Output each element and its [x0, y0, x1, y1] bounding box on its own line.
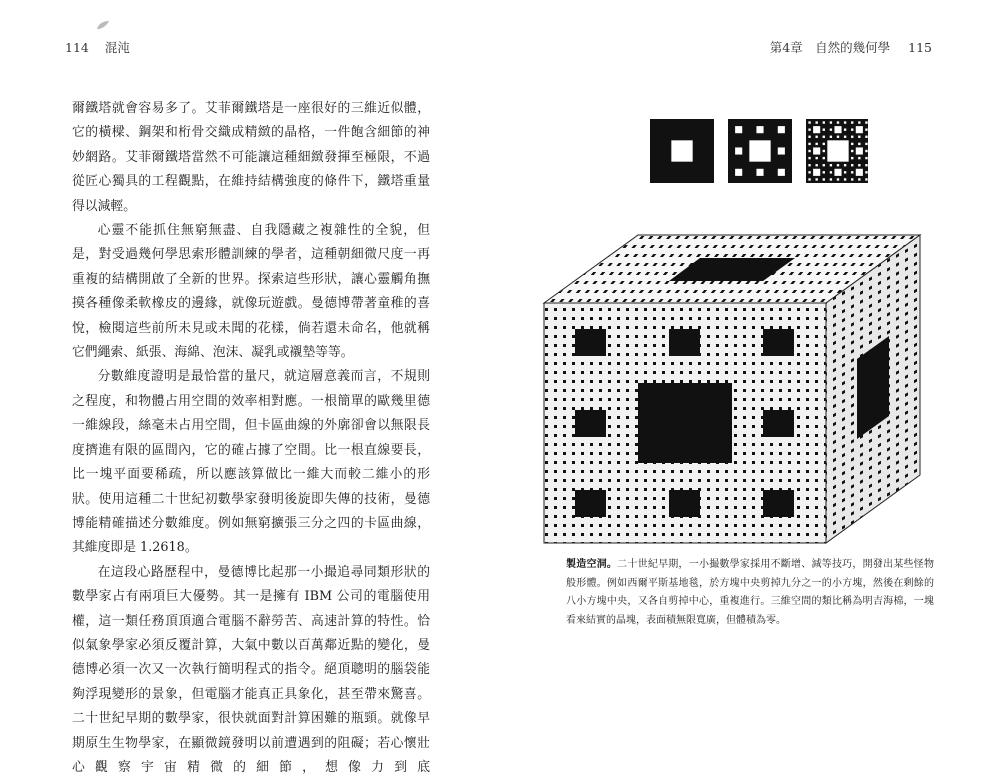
right-page-header [770, 38, 932, 56]
paragraph: 在這段心路歷程中，曼德博比起那一小撮追尋同類形狀的數學家占有兩項巨大優勢。其一是擁有 IBM 公司的電腦使用權，這一類任務頂頂適合電腦不辭勞苦、高速計算的特性。恰似氣象學家必須反覆計算，大氣中數以百萬鄰近點的變化，曼德博必須一次又一次執行簡明程式的指令。絕頂聰明的腦袋能夠浮現變形的景象，但電腦才能真正具象化，甚至帶來驚喜。二十世紀早期的數學家，很快就面對計算困難的瓶頸。就像早期原生生物學家，在顯微鏡發明以前遭遇到的阻礙；若心懷壯心觀察宇宙精微的細節，想像力到底 [72, 564, 430, 775]
caption-title: 製造空洞。 [566, 559, 618, 570]
left-page-number: 114 [65, 40, 89, 55]
figure-caption [566, 556, 934, 630]
caption-body: 二十世紀早期，一小撮數學家採用不斷增、減等技巧，開發出某些怪物般形體。例如西爾平斯基地毯，於方塊中央剪掉九分之一的小方塊，然後在剩餘的八小方塊中央，又各自剪掉中心，重複進行。三維空間的類比稱為明吉海棉，一塊看來結實的晶塊，表面積無限寬廣，但體積為零。 [566, 559, 935, 626]
leaf-ornament-icon [96, 20, 110, 30]
paragraph: 爾鐵塔就會容易多了。艾菲爾鐵塔是一座很好的三維近似體，它的橫樑、鋼架和桁骨交織成精緻的晶格，一件飽含細節的神妙網路。艾菲爾鐵塔當然不可能讓這種細緻發揮至極限，不過從匠心獨具的工程觀點，在維持結構強度的條件下，鐵塔重量得以減輕。 [72, 101, 430, 214]
left-running-title: 混沌 [104, 40, 130, 55]
right-page-number: 115 [908, 40, 932, 55]
paragraph: 分數維度證明是最恰當的量尺，就這層意義而言，不規則之程度，和物體占用空間的效率相對應。一根簡單的歐幾里德一維線段，絲毫未占用空間，但卡區曲線的外廓卻會以無限長度擠進有限的區間內，它的確占據了空間。比一根直線要長，比一塊平面要稀疏，所以應該算做比一維大而較二維小的形狀。使用這種二十世紀初數學家發明後旋即失傳的技術，曼德博能精確描述分數維度。例如無窮擴張三分之四的卡區曲線，其維度即是 1.2618。 [72, 369, 430, 556]
sierpinski-carpet-figure [648, 117, 868, 185]
menger-sponge-figure [542, 233, 934, 545]
paragraph: 心靈不能抓住無窮無盡、自我隱藏之複雜性的全貌，但是，對受過幾何學思索形體訓練的學者，這種朝細微尺度一再重複的結構開啟了全新的世界。探索這些形狀，讓心靈觸角撫摸各種像柔軟橡皮的邊緣，就像玩遊戲。曼德博帶著童稚的喜悅，檢閱這些前所未見或未聞的花樣，倘若還未命名，他就稱它們繩索、紙張、海綿、泡沫、凝乳或襯墊等等。 [72, 223, 430, 361]
right-running-title: 第4章 自然的幾何學 [769, 40, 891, 55]
left-page-header [65, 38, 130, 56]
left-page-body [72, 97, 430, 780]
